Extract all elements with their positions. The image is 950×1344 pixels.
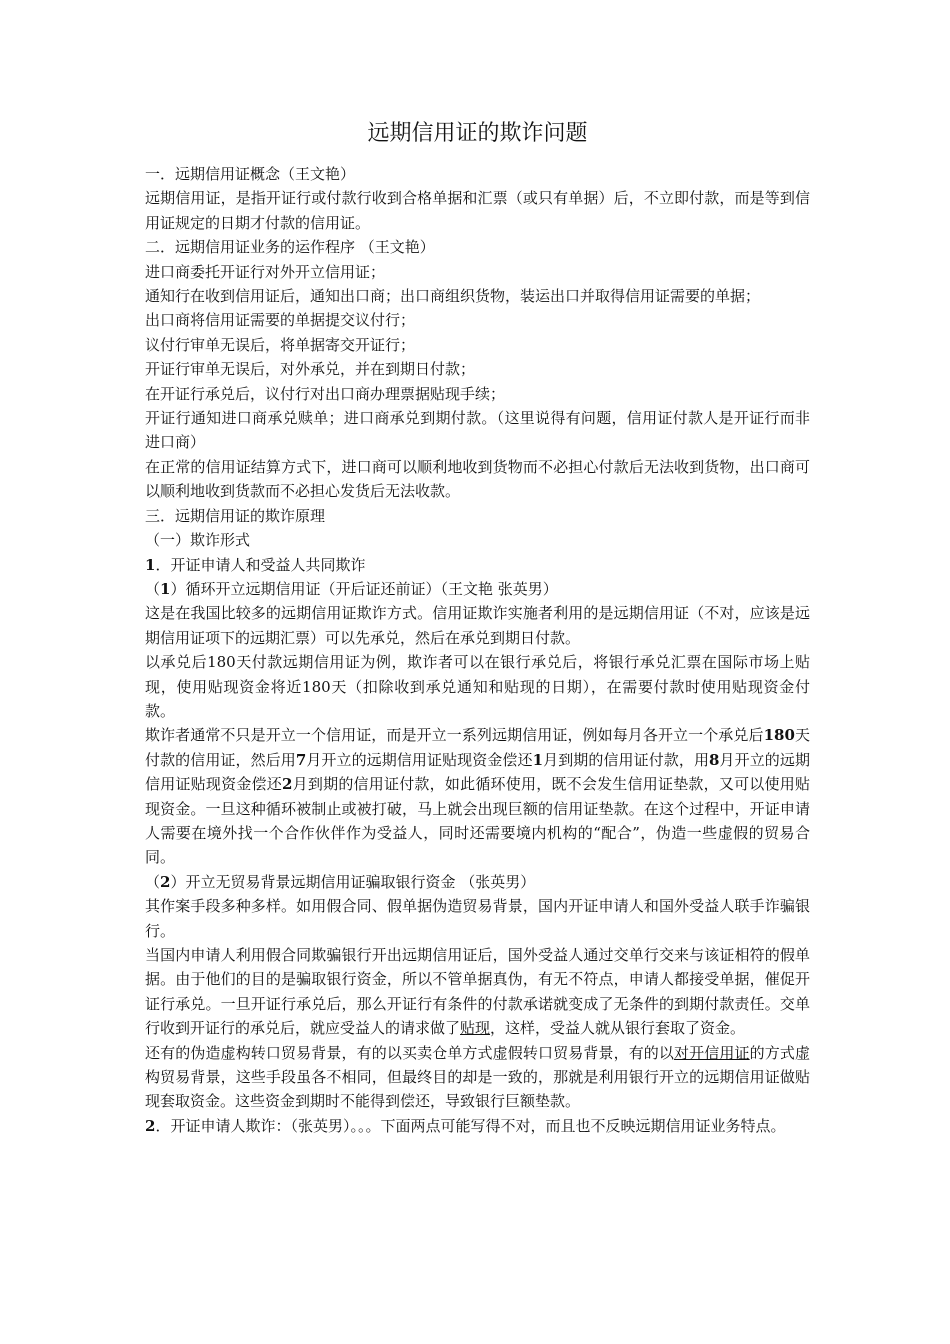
process-step: 议付行审单无误后，将单据寄交开证行； [145,335,416,354]
body-paragraph: 其作案手段多种多样。如用假合同、假单据伪造贸易背景，国内开证申请人和国外受益人联手诈骗银行。 [145,897,810,940]
body-paragraph [145,1041,810,1114]
item-text: ）循环开立远期信用证（开后证还前证）（王文艳 张英男） [170,579,558,598]
document-page [145,118,810,1138]
body-paragraph [145,723,810,869]
item-number: 1 [145,555,156,574]
bold-number: 180 [763,726,795,745]
text-run: 还有的伪造虚构转口贸易背景，有的以买卖仓单方式虚假转口贸易背景，有的以 [145,1043,675,1062]
text-run: ，这样，受益人就从银行套取了资金。 [490,1019,746,1038]
process-step: 开证行通知进口商承兑赎单；进口商承兑到期付款。（这里说得有问题，信用证付款人是开证行而非进口商） [145,409,810,452]
bold-number: 7 [295,750,307,769]
paren-open: （ [145,872,161,891]
item-text: ）开立无贸易背景远期信用证骗取银行资金 （张英男） [170,872,536,891]
text-run: 月开立的远期信用证贴现资金偿还 [145,750,810,794]
section-2-heading: 二．远期信用证业务的运作程序 （王文艳） [145,238,435,257]
text-run: 欺诈者通常不只是开立一个信用证，而是开立一系列远期信用证，例如每月各开立一个承兑后 [145,726,764,745]
underlined-term: 贴现 [460,1019,491,1038]
item-number: 2 [145,1116,156,1135]
body-paragraph: 这是在我国比较多的远期信用证欺诈方式。信用证欺诈实施者利用的是远期信用证（不对，应该是远期信用证项下的远期汇票）可以先承兑，然后在承兑到期日付款。 [145,604,810,647]
subsection-heading: （一）欺诈形式 [145,531,251,550]
text-run: 月到期的信用证付款，用 [543,750,710,769]
text-run: 天付款的信用证，然后用 [145,726,810,769]
paren-open: （ [145,579,161,598]
bold-number: 1 [532,750,544,769]
process-summary: 在正常的信用证结算方式下，进口商可以顺利地收到货物而不必担心付款后无法收到货物，出口商可以顺利地收到货款而不必担心发货后无法收款。 [145,457,810,501]
section-3-heading: 三．远期信用证的欺诈原理 [145,506,326,525]
process-step: 在开证行承兑后，议付行对出口商办理票据贴现手续； [145,384,506,403]
process-step: 通知行在收到信用证后，通知出口商；出口商组织货物，装运出口并取得信用证需要的单据； [145,287,761,306]
body-paragraph [145,943,810,1041]
body-paragraph: 以承兑后180天付款远期信用证为例，欺诈者可以在银行承兑后，将银行承兑汇票在国际市场上贴现，使用贴现资金将近180天（扣除收到承兑通知和贴现的日期），在需要付款时使用贴现资金付款。 [145,653,810,720]
item-text: ．开证申请人和受益人共同欺诈 [155,555,366,574]
underlined-term: 对开信用证 [674,1043,750,1062]
text-run: 的方式虚构贸易背景，这些手段虽各不相同，但最终目的却是一致的，那就是利用银行开立的远期信用证做贴现套取资金。这些资金到期时不能得到偿还，导致银行巨额垫款。 [145,1043,810,1111]
item-text: ．开证申请人欺诈：（张英男）。。。下面两点可能写得不对，而且也不反映远期信用证业务特点。 [155,1116,786,1135]
item-number: 1 [160,579,171,598]
section-1-heading: 一．远期信用证概念（王文艳） [145,165,356,183]
item-1-heading [145,553,810,577]
item-1-1-heading [145,577,810,601]
item-2-heading [145,1114,810,1138]
text-run: 月开立的远期信用证贴现资金偿还 [306,750,533,769]
text-run: 月到期的信用证付款，如此循环使用，既不会发生信用证垫款，又可以使用贴现资金。一旦这种循环被制止或被打破，马上就会出现巨额的信用证垫款。在这个过程中，开证申请人需要在境外找一个合作伙伴作为受益人，同时还需要境内机构的“配合”，伪造一些虚假的贸易合同。 [145,775,810,867]
process-step: 开证行审单无误后，对外承兑，并在到期日付款； [145,360,476,379]
bold-number: 8 [709,750,720,769]
item-number: 2 [160,872,171,891]
process-step: 进口商委托开证行对外开立信用证； [145,262,386,281]
process-step: 出口商将信用证需要的单据提交议付行； [145,311,416,330]
bold-number: 2 [282,775,293,794]
document-title: 远期信用证的欺诈问题 [367,121,588,146]
section-1-paragraph: 远期信用证，是指开证行或付款行收到合格单据和汇票（或只有单据）后，不立即付款，而是等到信用证规定的日期才付款的信用证。 [145,189,810,232]
item-1-2-heading [145,870,810,894]
text-run: 当国内申请人利用假合同欺骗银行开出远期信用证后，国外受益人通过交单行交来与该证相符的假单据。由于他们的目的是骗取银行资金，所以不管单据真伪，有无不符点，申请人都接受单据，催促开证行承兑。一旦开证行承兑后，那么开证行有条件的付款承诺就变成了无条件的到期付款责任。交单行收到开证行的承兑后，就应受益人的请求做了 [145,946,810,1038]
